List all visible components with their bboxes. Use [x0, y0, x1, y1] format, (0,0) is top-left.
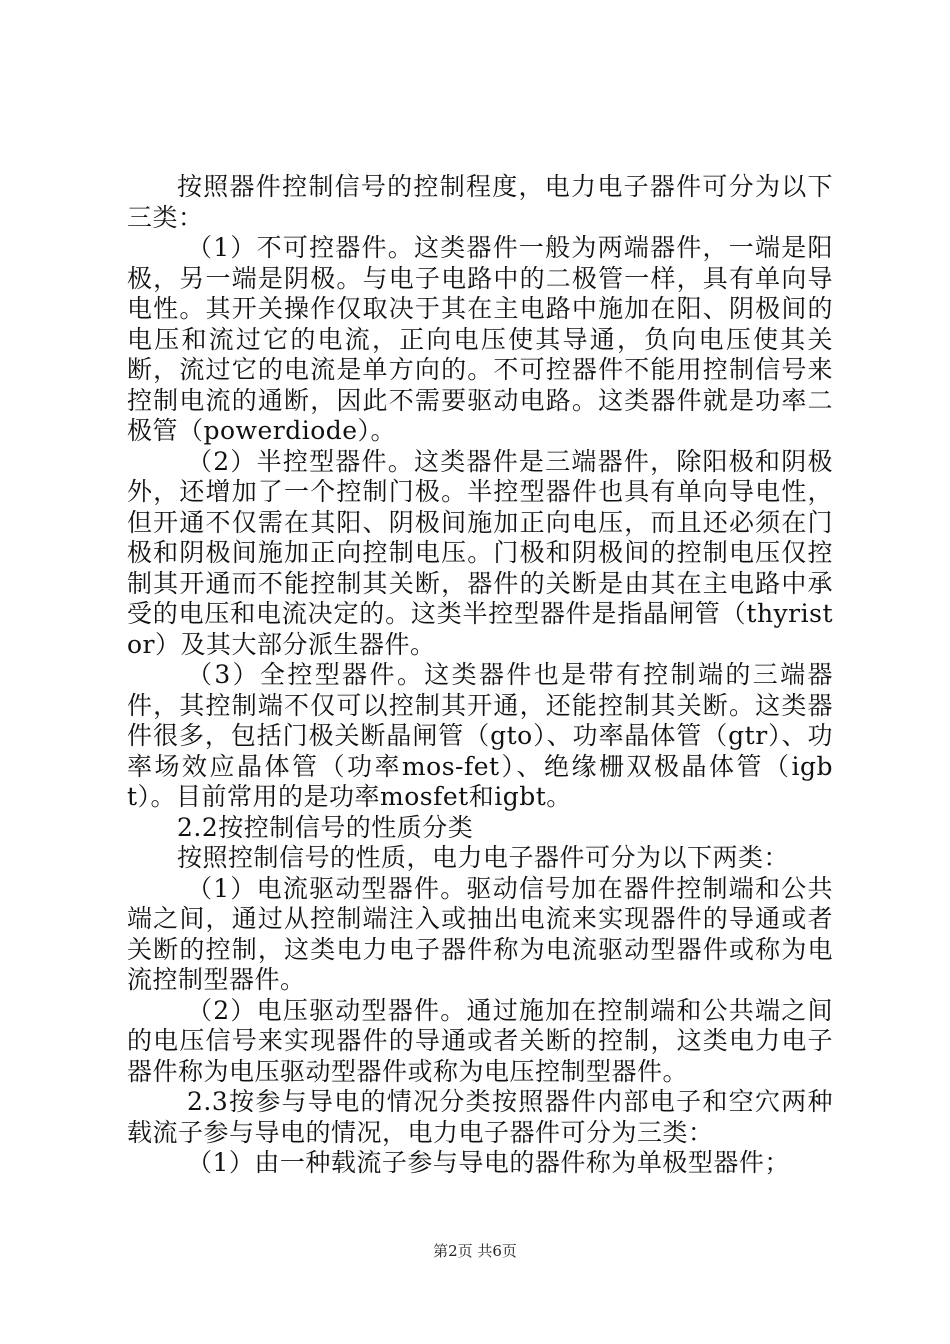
page-footer: 第2页 共6页: [433, 1242, 517, 1260]
paragraph-half-controlled-device: （2）半控型器件。这类器件是三端器件，除阳极和阴极外，还增加了一个控制门极。半控型器件也具有单向导电性，但开通不仅需在其阳、阴极间施加正向电压，而且还必须在门极和阴极间施加正向控制电压。门极和阴极间的控制电压仅控制其开通而不能控制其关断，器件的关断是由其在主电路中承受的电压和电流决定的。这类半控型器件是指晶闸管（thyristor）及其大部分派生器件。: [127, 446, 833, 659]
paragraph-signal-nature-intro: 按照控制信号的性质，电力电子器件可分为以下两类：: [177, 843, 790, 872]
paragraph-full-controlled-device: （3）全控型器件。这类器件也是带有控制端的三端器件，其控制端不仅可以控制其开通，还能控制其关断。这类器件很多，包括门极关断晶闸管（gto）、功率晶体管（gtr）、功率场效应晶体管（功率mos-fet）、绝缘栅双极晶体管（igbt）。目前常用的是功率mosfet和igbt。: [127, 660, 833, 811]
paragraph-current-driven: （1）电流驱动型器件。驱动信号加在器件控制端和公共端之间，通过从控制端注入或抽出电流来实现器件的导通或者关断的控制，这类电力电子器件称为电流驱动型器件或称为电流控制型器件。: [127, 873, 833, 994]
section-heading-2-2: 2.2按控制信号的性质分类: [177, 812, 474, 842]
paragraph-section-2-3: 2.3按参与导电的情况分类按照器件内部电子和空穴两种载流子参与导电的情况，电力电子器件可分为三类：: [127, 1087, 833, 1147]
paragraph-uncontrolled-device: （1）不可控器件。这类器件一般为两端器件，一端是阳极，另一端是阴极。与电子电路中的二极管一样，具有单向导电性。其开关操作仅取决于其在主电路中施加在阳、阴极间的电压和流过它的电流，正向电压使其导通，负向电压使其关断，流过它的电流是单方向的。不可控器件不能用控制信号来控制电流的通断，因此不需要驱动电路。这类器件就是功率二极管（powerdiode）。: [127, 233, 833, 445]
paragraph-voltage-driven: （2）电压驱动型器件。通过施加在控制端和公共端之间的电压信号来实现器件的导通或者关断的控制，这类电力电子器件称为电压驱动型器件或称为电压控制型器件。: [127, 995, 833, 1086]
paragraph-unipolar-device: （1）由一种载流子参与导电的器件称为单极型器件；: [187, 1148, 790, 1177]
paragraph-intro: 按照器件控制信号的控制程度，电力电子器件可分为以下三类：: [127, 172, 833, 232]
document-body: [127, 172, 833, 1179]
